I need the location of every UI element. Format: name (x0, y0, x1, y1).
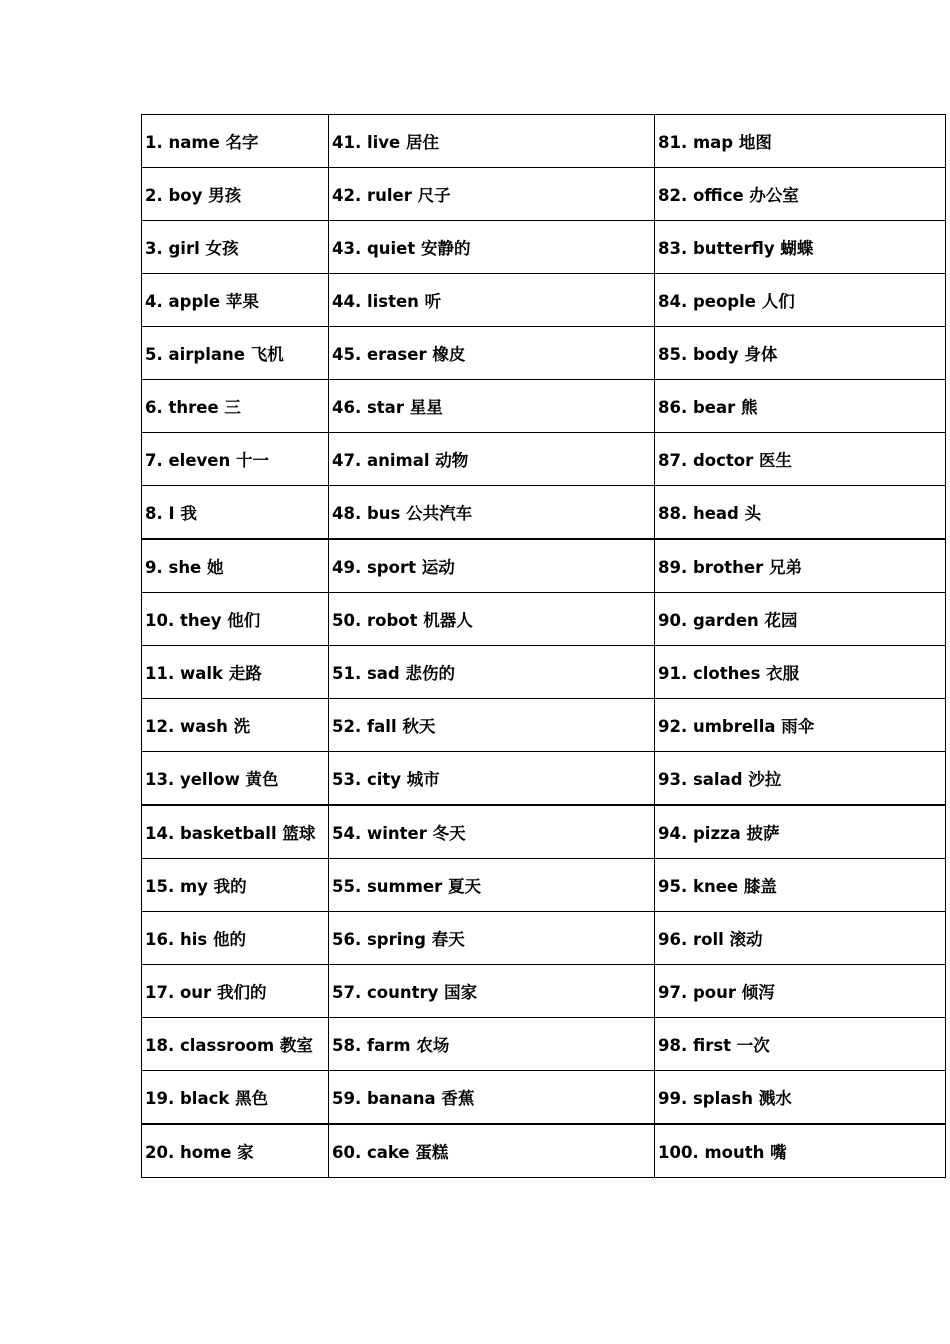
vocab-cell: 47. animal 动物 (329, 433, 655, 486)
vocab-cell: 7. eleven 十一 (142, 433, 329, 486)
vocab-cell: 51. sad 悲伤的 (329, 646, 655, 699)
vocab-cell: 98. first 一次 (655, 1018, 946, 1071)
vocab-row (142, 752, 946, 806)
vocab-row (142, 859, 946, 912)
vocabulary-table (141, 114, 946, 1178)
vocab-cell: 11. walk 走路 (142, 646, 329, 699)
vocab-row (142, 965, 946, 1018)
vocab-cell: 8. I 我 (142, 486, 329, 540)
vocab-cell: 44. listen 听 (329, 274, 655, 327)
vocab-cell: 84. people 人们 (655, 274, 946, 327)
vocab-row (142, 805, 946, 859)
vocab-cell: 100. mouth 嘴 (655, 1124, 946, 1178)
vocab-cell: 56. spring 春天 (329, 912, 655, 965)
vocab-cell: 13. yellow 黄色 (142, 752, 329, 806)
vocab-row (142, 539, 946, 593)
vocab-cell: 91. clothes 衣服 (655, 646, 946, 699)
vocab-row (142, 168, 946, 221)
vocab-cell: 16. his 他的 (142, 912, 329, 965)
vocab-cell: 99. splash 溅水 (655, 1071, 946, 1125)
vocab-row (142, 1018, 946, 1071)
vocab-cell: 48. bus 公共汽车 (329, 486, 655, 540)
vocab-cell: 42. ruler 尺子 (329, 168, 655, 221)
vocab-cell: 15. my 我的 (142, 859, 329, 912)
vocab-row (142, 912, 946, 965)
vocab-cell: 19. black 黑色 (142, 1071, 329, 1125)
vocab-row (142, 486, 946, 540)
vocab-cell: 5. airplane 飞机 (142, 327, 329, 380)
vocab-cell: 97. pour 倾泻 (655, 965, 946, 1018)
vocab-cell: 12. wash 洗 (142, 699, 329, 752)
vocab-cell: 53. city 城市 (329, 752, 655, 806)
vocab-cell: 87. doctor 医生 (655, 433, 946, 486)
vocab-cell: 81. map 地图 (655, 115, 946, 168)
vocab-cell: 93. salad 沙拉 (655, 752, 946, 806)
vocab-cell: 55. summer 夏天 (329, 859, 655, 912)
vocab-row (142, 433, 946, 486)
vocab-cell: 3. girl 女孩 (142, 221, 329, 274)
vocab-cell: 59. banana 香蕉 (329, 1071, 655, 1125)
vocab-cell: 18. classroom 教室 (142, 1018, 329, 1071)
vocab-cell: 86. bear 熊 (655, 380, 946, 433)
vocab-row (142, 274, 946, 327)
vocab-cell: 58. farm 农场 (329, 1018, 655, 1071)
vocab-cell: 9. she 她 (142, 539, 329, 593)
vocab-cell: 4. apple 苹果 (142, 274, 329, 327)
vocab-cell: 43. quiet 安静的 (329, 221, 655, 274)
vocab-cell: 41. live 居住 (329, 115, 655, 168)
vocab-cell: 52. fall 秋天 (329, 699, 655, 752)
vocab-cell: 46. star 星星 (329, 380, 655, 433)
vocab-cell: 14. basketball 篮球 (142, 805, 329, 859)
vocab-cell: 88. head 头 (655, 486, 946, 540)
vocab-cell: 17. our 我们的 (142, 965, 329, 1018)
vocab-cell: 49. sport 运动 (329, 539, 655, 593)
vocabulary-table-body (142, 115, 946, 1178)
vocab-cell: 89. brother 兄弟 (655, 539, 946, 593)
vocab-row (142, 699, 946, 752)
vocab-cell: 50. robot 机器人 (329, 593, 655, 646)
vocab-cell: 6. three 三 (142, 380, 329, 433)
vocab-cell: 60. cake 蛋糕 (329, 1124, 655, 1178)
vocab-cell: 45. eraser 橡皮 (329, 327, 655, 380)
vocab-cell: 85. body 身体 (655, 327, 946, 380)
vocab-cell: 83. butterfly 蝴蝶 (655, 221, 946, 274)
vocab-cell: 90. garden 花园 (655, 593, 946, 646)
vocab-cell: 92. umbrella 雨伞 (655, 699, 946, 752)
vocab-cell: 94. pizza 披萨 (655, 805, 946, 859)
vocab-cell: 57. country 国家 (329, 965, 655, 1018)
vocab-cell: 54. winter 冬天 (329, 805, 655, 859)
vocab-cell: 96. roll 滚动 (655, 912, 946, 965)
vocab-cell: 20. home 家 (142, 1124, 329, 1178)
vocab-row (142, 115, 946, 168)
vocab-cell: 82. office 办公室 (655, 168, 946, 221)
vocab-row (142, 221, 946, 274)
vocab-cell: 10. they 他们 (142, 593, 329, 646)
vocab-row (142, 1124, 946, 1178)
vocab-row (142, 1071, 946, 1125)
vocab-row (142, 593, 946, 646)
vocab-row (142, 327, 946, 380)
vocab-row (142, 646, 946, 699)
vocab-cell: 95. knee 膝盖 (655, 859, 946, 912)
vocab-cell: 1. name 名字 (142, 115, 329, 168)
vocab-cell: 2. boy 男孩 (142, 168, 329, 221)
vocab-row (142, 380, 946, 433)
